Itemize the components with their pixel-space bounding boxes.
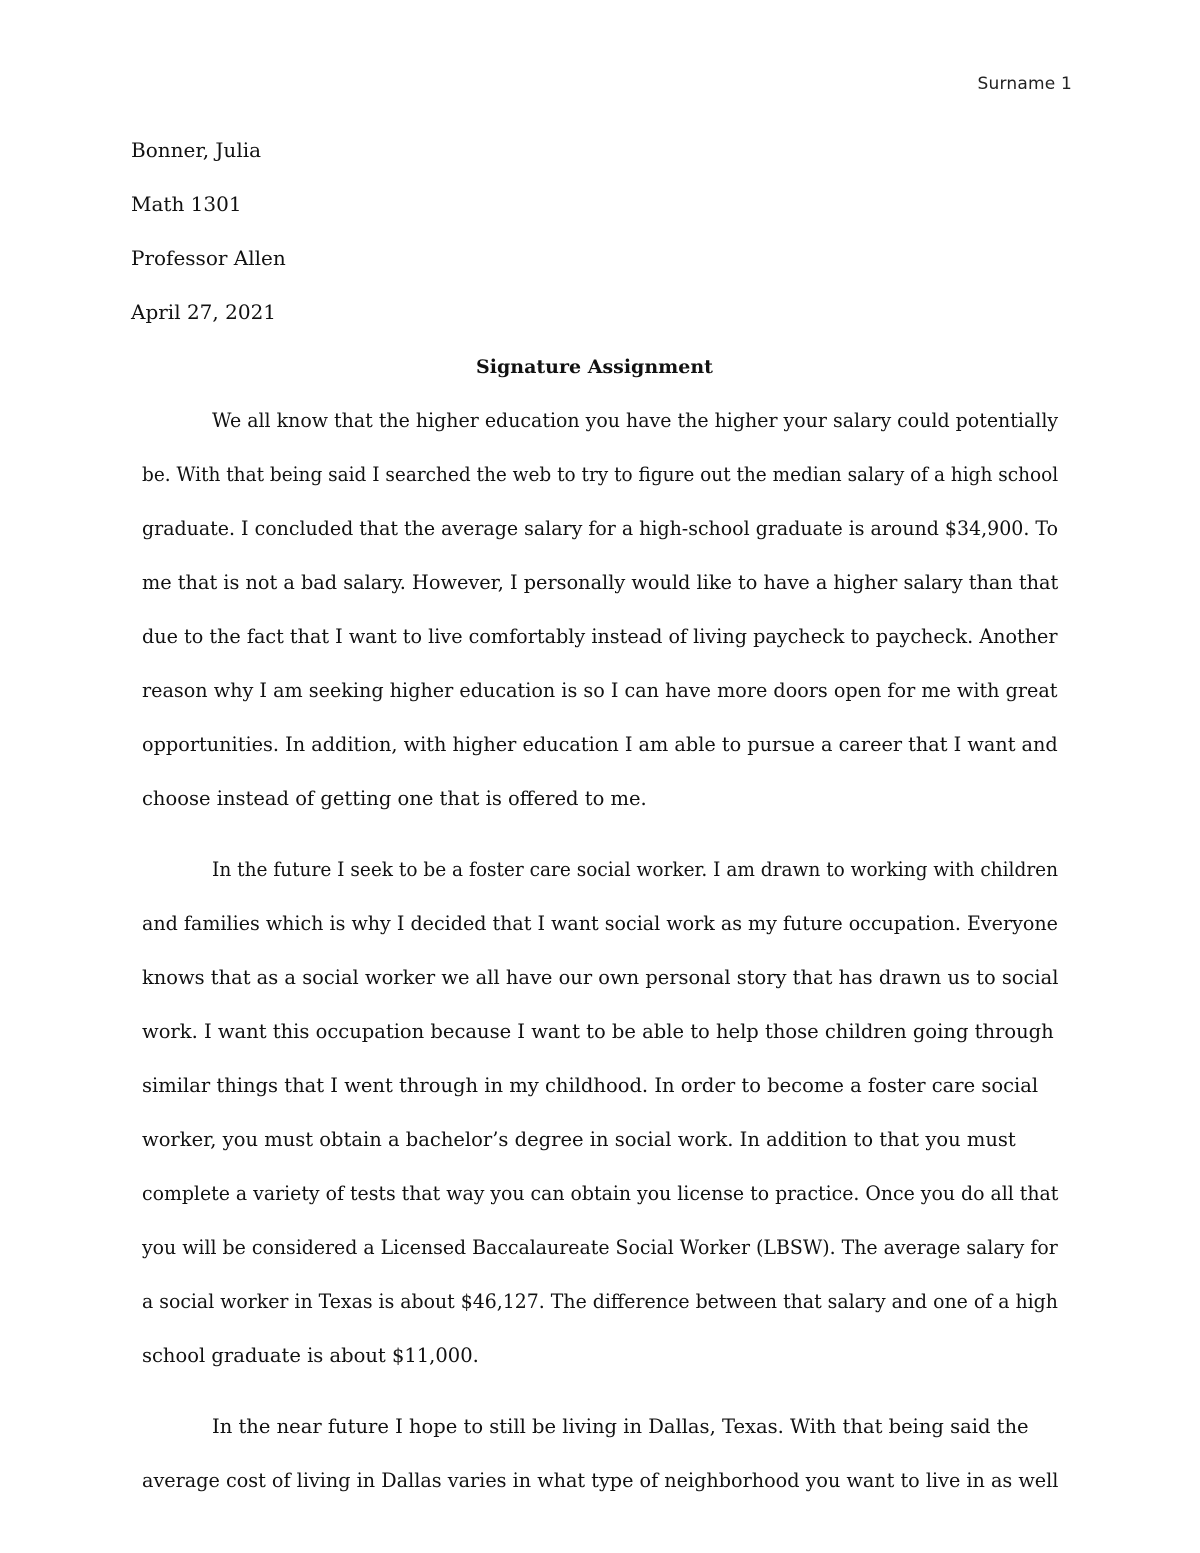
running-head: Surname 1 <box>977 74 1072 94</box>
paragraph-line: complete a variety of tests that way you can obtain you license to practice. Once you do all that <box>142 1182 1059 1205</box>
document-title: Signature Assignment <box>476 356 713 378</box>
course-name: Math 1301 <box>131 192 242 216</box>
paragraph-line: and families which is why I decided that I want social work as my future occupation. Everyone <box>142 912 1058 935</box>
paragraph-line: average cost of living in Dallas varies in what type of neighborhood you want to live in as well <box>142 1469 1059 1492</box>
paragraph-line: similar things that I went through in my childhood. In order to become a foster care social <box>142 1074 1039 1097</box>
paragraph-line: graduate. I concluded that the average salary for a high-school graduate is around $34,900. To <box>142 517 1058 540</box>
paragraph-line: me that is not a bad salary. However, I personally would like to have a higher salary than that <box>142 571 1059 594</box>
document-date: April 27, 2021 <box>131 300 277 324</box>
paragraph-line: worker, you must obtain a bachelor’s degree in social work. In addition to that you must <box>142 1128 1016 1151</box>
paragraph-line: choose instead of getting one that is offered to me. <box>142 787 647 810</box>
paragraph-line: opportunities. In addition, with higher education I am able to pursue a career that I want and <box>142 733 1058 756</box>
paragraph-line: you will be considered a Licensed Baccalaureate Social Worker (LBSW). The average salary for <box>142 1236 1058 1259</box>
paragraph-line: be. With that being said I searched the web to try to figure out the median salary of a high school <box>142 463 1059 486</box>
paragraph-line: due to the fact that I want to live comfortably instead of living paycheck to paycheck. Another <box>142 625 1058 648</box>
paragraph-line: In the near future I hope to still be living in Dallas, Texas. With that being said the <box>212 1415 1029 1438</box>
professor-name: Professor Allen <box>131 246 286 270</box>
paragraph-line: a social worker in Texas is about $46,127. The difference between that salary and one of a high <box>142 1290 1058 1313</box>
paragraph-line: work. I want this occupation because I want to be able to help those children going through <box>142 1020 1054 1043</box>
student-name: Bonner, Julia <box>131 138 262 162</box>
paragraph-line: knows that as a social worker we all have our own personal story that has drawn us to social <box>142 966 1059 989</box>
paragraph-line: school graduate is about $11,000. <box>142 1344 479 1367</box>
paragraph-line: In the future I seek to be a foster care social worker. I am drawn to working with children <box>212 858 1059 881</box>
paragraph-line: We all know that the higher education you have the higher your salary could potentially <box>212 409 1059 432</box>
paragraph-line: reason why I am seeking higher education is so I can have more doors open for me with great <box>142 679 1058 702</box>
